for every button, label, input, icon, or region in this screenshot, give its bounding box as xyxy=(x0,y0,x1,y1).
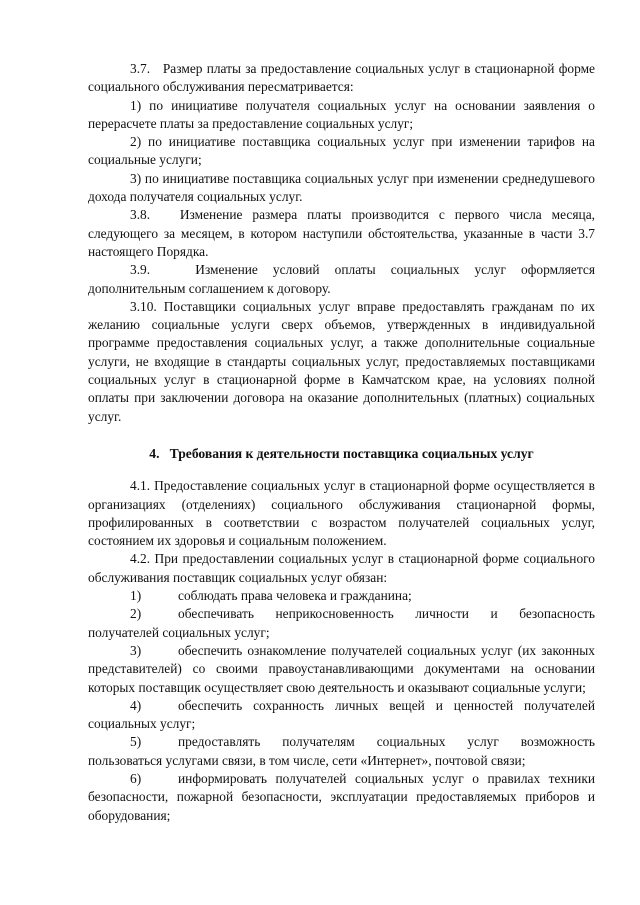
list-item xyxy=(88,642,595,697)
paragraph-4-1: 4.1. Предоставление социальных услуг в стационарной форме осуществляется в организациях (отделениях) социального обслуживания стационарной формы, профилированных в соответствии с возрастом получателей социальных услуг, состоянием их здоровья и социальным положением. xyxy=(88,478,595,549)
list-item xyxy=(88,697,595,734)
list-item-text: обеспечить сохранность личных вещей и ценностей получателей социальных услуг; xyxy=(88,697,595,732)
paragraph-4-2: 4.2. При предоставлении социальных услуг в стационарной форме социального обслуживания поставщик социальных услуг обязан: xyxy=(88,551,595,585)
paragraph-3-9: 3.9. Изменение условий оплаты социальных услуг оформляется дополнительным соглашением к договору. xyxy=(88,262,595,296)
paragraph-3-7-1: 1) по инициативе получателя социальных услуг на основании заявления о перерасчете платы за предоставление социальных услуг; xyxy=(88,97,595,131)
paragraph-3-7-2: 2) по инициативе поставщика социальных услуг при изменении тарифов на социальные услуги; xyxy=(88,134,595,168)
section-4-heading: 4. Требования к деятельности поставщика социальных услуг xyxy=(149,445,534,461)
list-item-number: 5) xyxy=(130,734,142,750)
document-text xyxy=(88,60,595,825)
paragraph-3-7: 3.7. Размер платы за предоставление социальных услуг в стационарной форме социального обслуживания пересматривается: xyxy=(88,61,595,95)
list-item-number: 1) xyxy=(130,588,142,604)
list-item xyxy=(88,605,595,642)
list-item-text: предоставлять получателям социальных услуг возможность пользоваться услугами связи, в том числе, сети «Интернет», почтовой связи; xyxy=(88,734,595,768)
list-item-number: 4) xyxy=(130,697,142,713)
list-item-number: 3) xyxy=(130,642,142,658)
paragraph-3-10: 3.10. Поставщики социальных услуг вправе предоставлять гражданам по их желанию социальные услуги сверх объемов, утвержденных в индивидуальной программе предоставления социальных услуг, а также дополнительные социальные услуги, не входящие в стандарты социальных услуг, предоставляемых поставщиками социальных услуг в стационарной форме в Камчатском крае, на условиях полной оплаты при заключении договора на оказание дополнительных (платных) социальных услуг. xyxy=(88,298,595,424)
list-item xyxy=(88,587,595,605)
list-item-text: информировать получателей социальных услуг о правилах техники безопасности, пожарной безопасности, эксплуатации предоставляемых приборов и оборудования; xyxy=(88,770,595,823)
paragraph-3-8: 3.8. Изменение размера платы производится с первого числа месяца, следующего за месяцем, в котором наступили обстоятельства, указанные в части 3.7 настоящего Порядка. xyxy=(88,207,595,259)
list-item xyxy=(88,770,595,825)
list-item-text: соблюдать права человека и гражданина; xyxy=(178,588,412,604)
list-item-text: обеспечивать неприкосновенность личности и безопасность получателей социальных услуг; xyxy=(88,606,595,640)
list-item-number: 6) xyxy=(130,770,142,786)
list-item-text: обеспечить ознакомление получателей социальных услуг (их законных представителей) со своими правоустанавливающими документами на основании которых поставщик осуществляет свою деятельность и оказывают социальные услуги; xyxy=(88,642,595,695)
list-item xyxy=(88,733,595,770)
paragraph-3-7-3: 3) по инициативе поставщика социальных услуг при изменении среднедушевого дохода получателя социальных услуг. xyxy=(88,170,595,205)
list-item-number: 2) xyxy=(130,606,142,622)
